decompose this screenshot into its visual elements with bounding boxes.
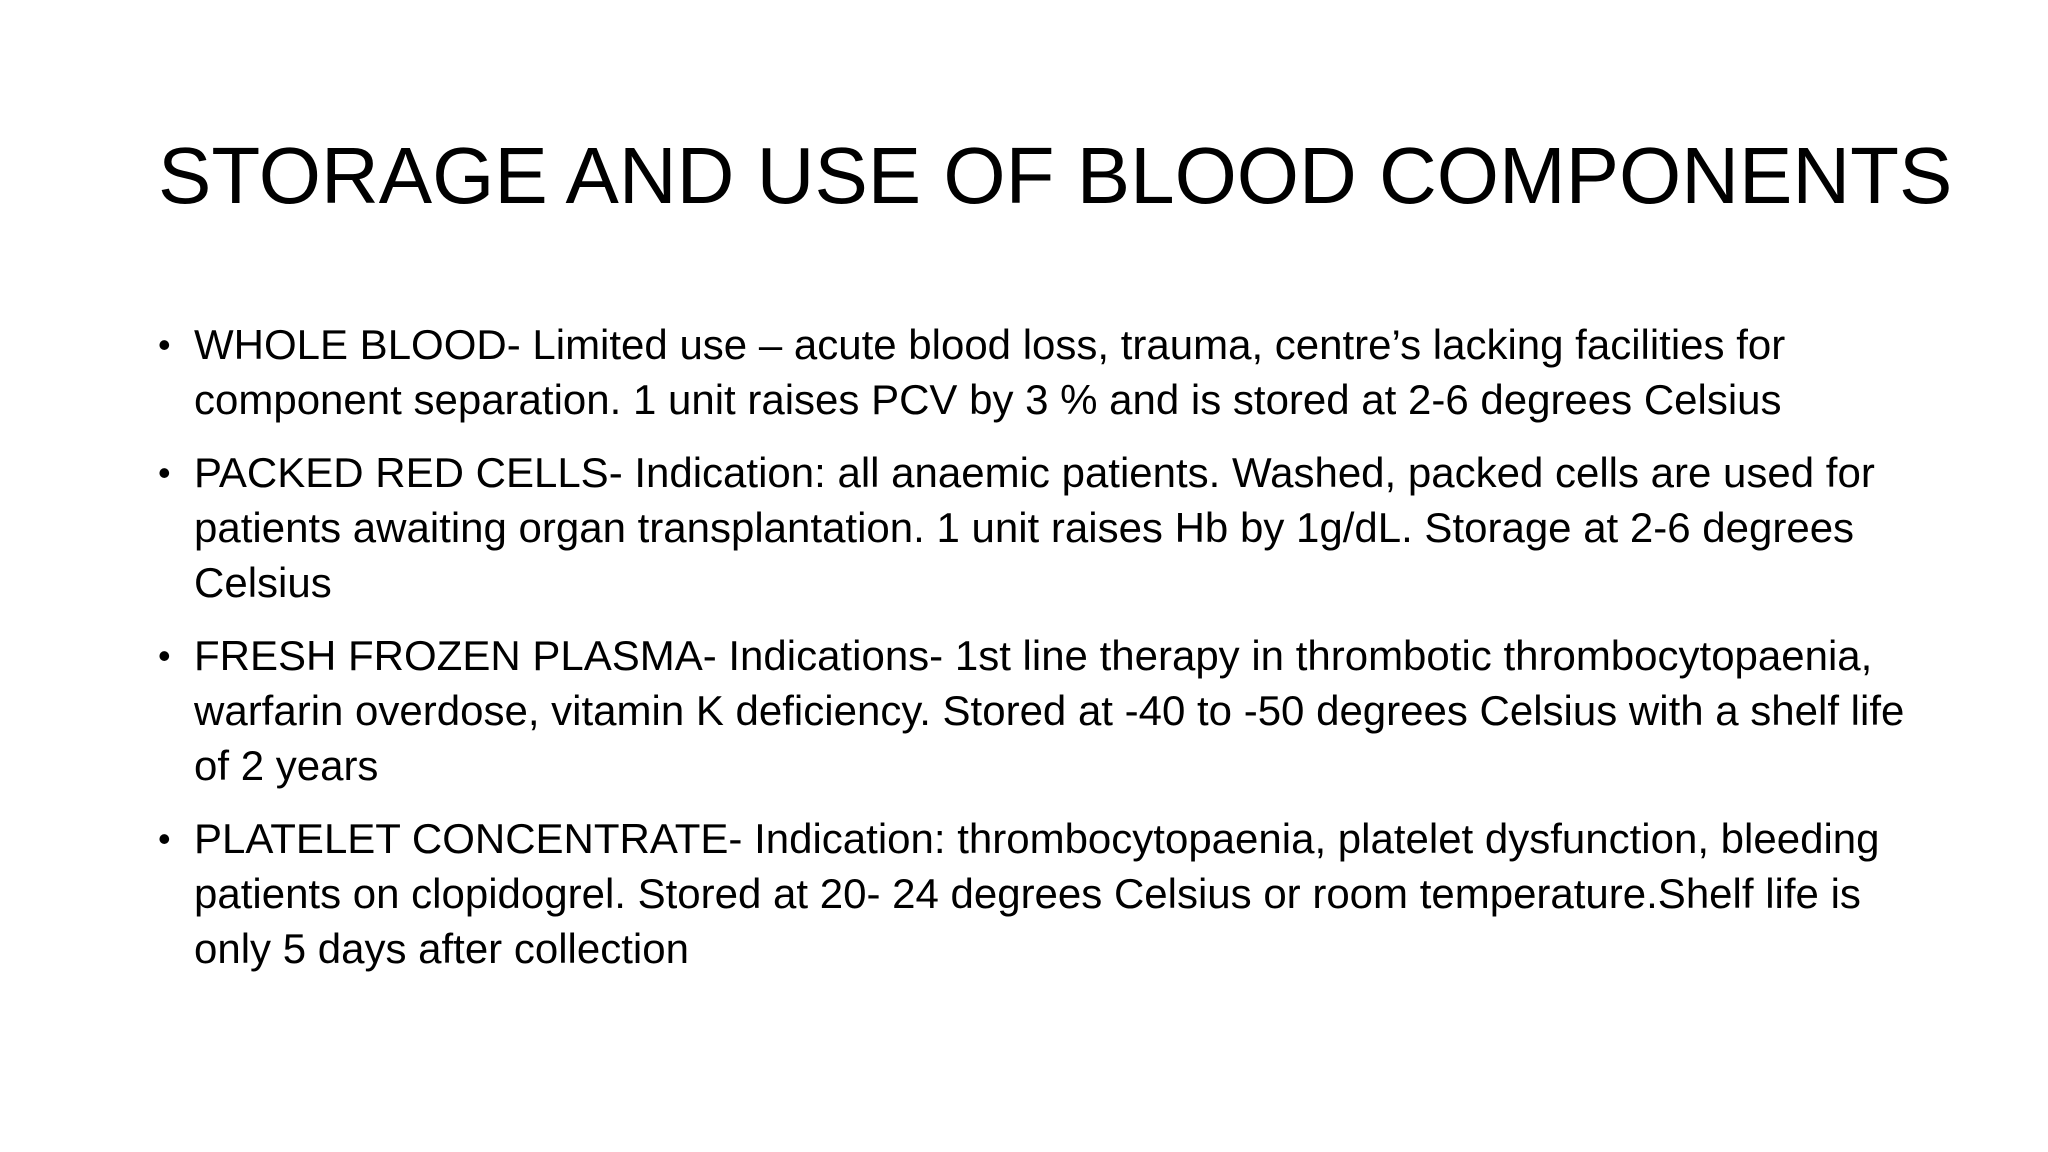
bullet-dot-icon: • (158, 635, 171, 676)
bullet-list (158, 317, 1918, 994)
bullet-item-whole-blood (158, 317, 1918, 427)
bullet-item-fresh-frozen-plasma (158, 628, 1918, 793)
bullet-item-platelet-concentrate (158, 811, 1918, 976)
bullet-dot-icon: • (158, 324, 171, 365)
bullet-text: WHOLE BLOOD- Limited use – acute blood loss, trauma, centre’s lacking facilities for component separation. 1 unit raises PCV by 3 % and is stored at 2-6 degrees Celsius (194, 321, 1786, 423)
slide-title: STORAGE AND USE OF BLOOD COMPONENTS (158, 131, 1953, 220)
bullet-item-packed-red-cells (158, 445, 1918, 610)
bullet-text: PACKED RED CELLS- Indication: all anaemic patients. Washed, packed cells are used for patients awaiting organ transplantation. 1 unit raises Hb by 1g/dL. Storage at 2-6 degrees Celsius (194, 449, 1875, 606)
bullet-dot-icon: • (158, 452, 171, 493)
bullet-text: PLATELET CONCENTRATE- Indication: thrombocytopaenia, platelet dysfunction, bleeding patients on clopidogrel. Stored at 20- 24 degrees Celsius or room temperature.Shelf life is only 5 days after collection (194, 815, 1880, 972)
bullet-dot-icon: • (158, 818, 171, 859)
bullet-text: FRESH FROZEN PLASMA- Indications- 1st line therapy in thrombotic thrombocytopaenia, warfarin overdose, vitamin K deficiency. Stored at -40 to -50 degrees Celsius with a shelf life of 2 years (194, 632, 1905, 789)
